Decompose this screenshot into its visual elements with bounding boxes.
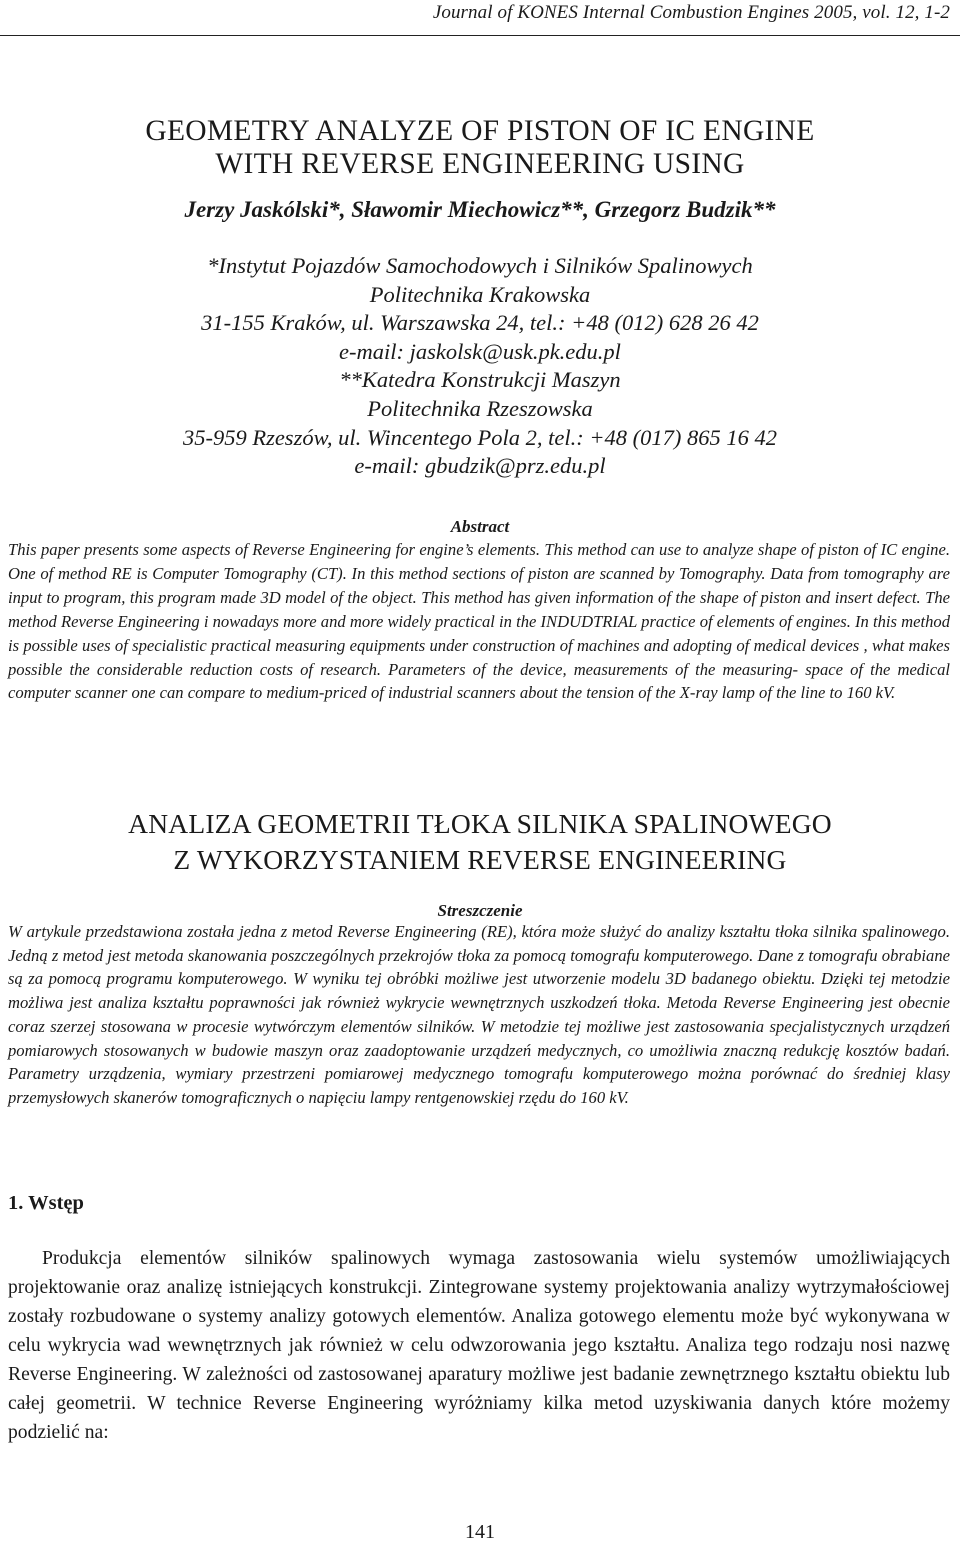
page-number: 141 xyxy=(465,1521,495,1543)
title-line-2: WITH REVERSE ENGINEERING USING xyxy=(215,148,745,180)
affiliation-line: 35-959 Rzeszów, ul. Wincentego Pola 2, tel.: +48 (017) 865 16 42 xyxy=(182,424,778,450)
title-line-1: GEOMETRY ANALYZE OF PISTON OF IC ENGINE xyxy=(145,115,815,147)
affiliation-line: 31-155 Kraków, ul. Warszawska 24, tel.: +48 (012) 628 26 42 xyxy=(201,310,759,336)
affiliation-line: **Katedra Konstrukcji Maszyn xyxy=(339,367,621,393)
author-list: Jerzy Jaskólski*, Sławomir Miechowicz**, Grzegorz Budzik** xyxy=(184,197,776,222)
polish-title-line-1: ANALIZA GEOMETRII TŁOKA SILNIKA SPALINOWEGO xyxy=(128,808,832,839)
paper-title xyxy=(0,115,960,181)
affiliations xyxy=(0,252,960,481)
section-body-text: Produkcja elementów silników spalinowych wymaga zastosowania wielu systemów umożliwiających projektowanie oraz analizę istniejących konstrukcji. Zintegrowane systemy projektowania analizy wytrzymałościowej zostały rozbudowane o systemy analizy gotowych elementów. Analiza gotowego elementu może być wykonywana w celu wykrycia wad wewnętrznych jak również w celu odwzorowania jego kształtu. Analiza tego rodzaju nosi nazwę Reverse Engineering. W zależności od zastosowanej aparatury możliwe jest badanie zewnętrznego kształtu obiektu lub całej geometrii. W technice Reverse Engineering wyróżniamy kilka metod uzyskiwania danych które możemy podzielić na: xyxy=(8,1248,950,1443)
affiliation-line: *Instytut Pojazdów Samochodowych i Silników Spalinowych xyxy=(207,253,753,278)
abstract-text: This paper presents some aspects of Reverse Engineering for engine’s elements. This method can use to analyze shape of piston of IC engine. One of method RE is Computer Tomography (CT). In this method sections of piston are scanned by Tomography. Data from tomography are input to program, this program made 3D model of the object. This method has given information of the shape of piston and insert defect. The method Reverse Engineering i nowadays more and more widely practical in the INDUDTRIAL practice of elements of engines. In this method is possible uses of specialistic practical measuring equipments under construction of machines and adopting of medical devices , what makes possible the considerable reduction costs of research. Parameters of the device, measurements of the measuring- space of the medical computer scanner one can compare to medium-priced of industrial scanners about the tension of the X-ray lamp of the line to 160 kV. xyxy=(8,540,950,703)
affiliation-line: Politechnika Krakowska xyxy=(369,281,591,307)
affiliation-line: Politechnika Rzeszowska xyxy=(367,395,593,421)
streszczenie-text: W artykule przedstawiona została jedna z metod Reverse Engineering (RE), która może służyć do analizy kształtu tłoka silnika spalinowego. Jedną z metod jest metoda skanowania poszczególnych przekrojów tłoka za pomocą tomografu komputerowego. Dane z tomografu obrabiane są za pomocą programu komputerowego. W wyniku tej obróbki możliwe jest utworzenie modelu 3D badanego obiektu. Dzięki tej metodzie możliwa jest analiza kształtu poprawności jak również wykrycie wewnętrznych uszkodzeń tłoka. Metoda Reverse Engineering jest obecnie coraz szerzej stosowana w procesie wytwórczym elementów silników. W metodzie tej możliwe jest zastosowania specjalistycznych urządzeń pomiarowych stosowanych w budowie maszyn oraz zaadoptowanie urządzeń medycznych, co umożliwia znaczną redukcję kosztów badań. Parametry urządzenia, wymiary przestrzeni pomiarowej medycznego tomografu komputerowego można porównać do średniej klasy przemysłowych skanerów tomograficznych o napięciu lampy rentgenowskiej rzędu do 160 kV. xyxy=(8,922,950,1107)
affiliation-email: e-mail: jaskolsk@usk.pk.edu.pl xyxy=(339,338,621,364)
header-rule xyxy=(0,35,960,36)
running-head: Journal of KONES Internal Combustion Engines 2005, vol. 12, 1-2 xyxy=(432,2,950,23)
abstract-heading: Abstract xyxy=(450,517,510,536)
polish-title xyxy=(0,806,960,878)
affiliation-email: e-mail: gbudzik@prz.edu.pl xyxy=(354,453,606,479)
section-heading: 1. Wstęp xyxy=(8,1192,84,1214)
polish-title-line-2: Z WYKORZYSTANIEM REVERSE ENGINEERING xyxy=(173,844,787,875)
streszczenie-heading: Streszczenie xyxy=(437,901,523,920)
